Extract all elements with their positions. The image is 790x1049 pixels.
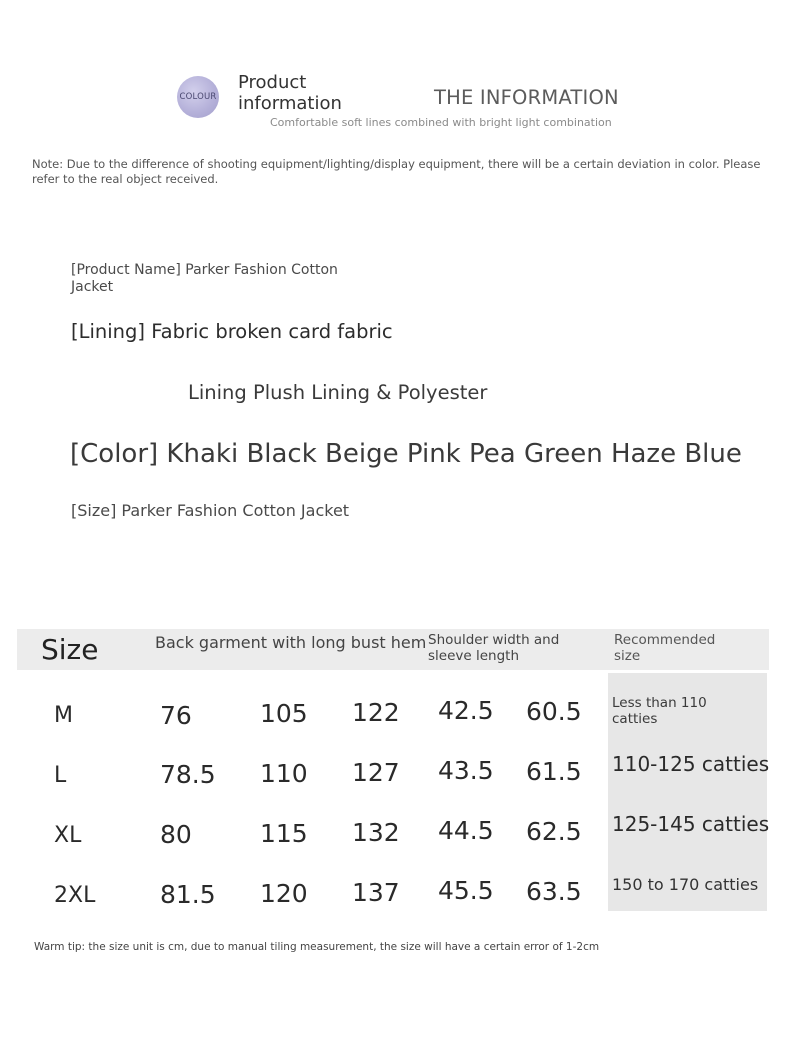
back-length-cell: 81.5 xyxy=(160,880,216,909)
sleeve-cell: 63.5 xyxy=(526,877,582,906)
recommended-cell: 125-145 catties xyxy=(612,812,770,836)
back-length-cell: 80 xyxy=(160,820,192,849)
sleeve-cell: 62.5 xyxy=(526,817,582,846)
recommended-cell: 110-125 catties xyxy=(612,752,770,776)
back-length-cell: 76 xyxy=(160,701,192,730)
sleeve-cell: 61.5 xyxy=(526,757,582,786)
header-back-bust-hem: Back garment with long bust hem xyxy=(155,633,427,652)
the-information-heading: THE INFORMATION xyxy=(434,86,619,109)
recommended-cell: Less than 110 catties xyxy=(612,695,707,727)
sleeve-cell: 60.5 xyxy=(526,697,582,726)
header-recommended: Recommended size xyxy=(614,632,716,664)
shoulder-cell: 44.5 xyxy=(438,816,494,845)
hem-cell: 127 xyxy=(352,758,400,787)
size-cell: L xyxy=(54,763,67,788)
badge-label: COLOUR xyxy=(179,92,217,102)
lining-detail: Lining Plush Lining & Polyester xyxy=(188,381,488,404)
size-cell: XL xyxy=(54,823,82,848)
shoulder-cell: 45.5 xyxy=(438,876,494,905)
title-line-2: information xyxy=(238,93,342,114)
hem-cell: 137 xyxy=(352,878,400,907)
product-information-title xyxy=(238,72,342,114)
size-cell: 2XL xyxy=(54,883,96,908)
shoulder-cell: 43.5 xyxy=(438,756,494,785)
bust-cell: 115 xyxy=(260,819,308,848)
hem-cell: 122 xyxy=(352,698,400,727)
bust-cell: 105 xyxy=(260,699,308,728)
warm-tip: Warm tip: the size unit is cm, due to manual tiling measurement, the size will have a certain error of 1-2cm xyxy=(34,941,600,953)
header-shoulder-sleeve: Shoulder width and sleeve length xyxy=(428,632,560,664)
hem-cell: 132 xyxy=(352,818,400,847)
bust-cell: 110 xyxy=(260,759,308,788)
header-size: Size xyxy=(41,633,99,666)
product-name: [Product Name] Parker Fashion Cotton Jacket xyxy=(71,262,338,295)
color-deviation-note: Note: Due to the difference of shooting equipment/lighting/display equipment, there will be a certain deviation in color. Please refer to the real object received. xyxy=(32,157,761,186)
color-options: [Color] Khaki Black Beige Pink Pea Green Haze Blue xyxy=(70,439,742,469)
colour-badge xyxy=(177,76,219,118)
bust-cell: 120 xyxy=(260,879,308,908)
header-subtitle: Comfortable soft lines combined with bright light combination xyxy=(270,116,612,129)
recommended-cell: 150 to 170 catties xyxy=(612,875,759,894)
lining-fabric: [Lining] Fabric broken card fabric xyxy=(71,320,393,343)
size-cell: M xyxy=(54,703,73,728)
size-label: [Size] Parker Fashion Cotton Jacket xyxy=(71,501,350,520)
back-length-cell: 78.5 xyxy=(160,760,216,789)
shoulder-cell: 42.5 xyxy=(438,696,494,725)
title-line-1: Product xyxy=(238,72,307,93)
